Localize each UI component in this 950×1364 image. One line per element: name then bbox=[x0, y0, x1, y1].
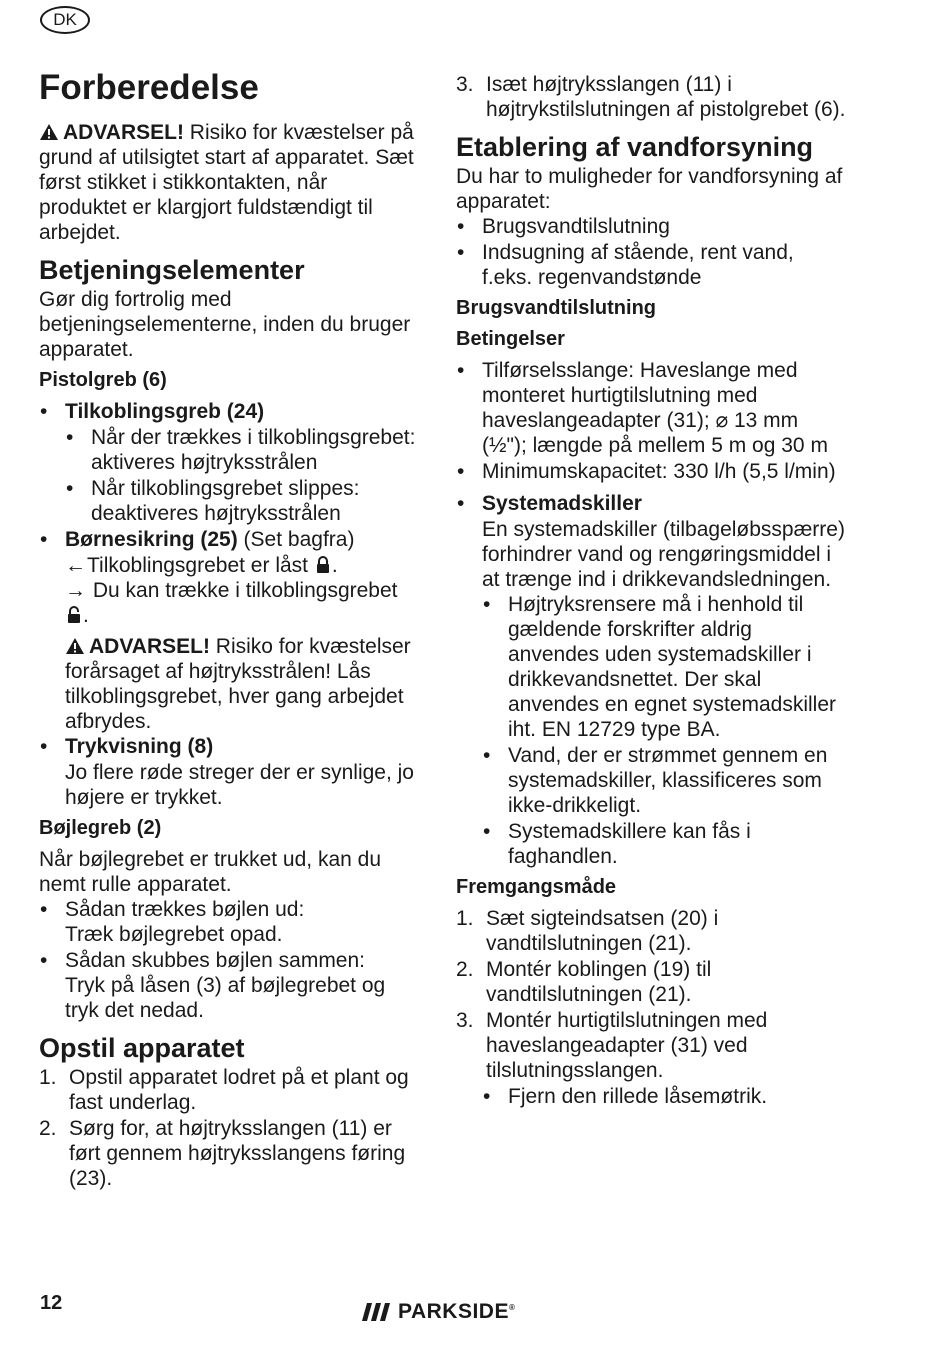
warning-text: Risiko for kvæstelser på grund af utilsigtet start af apparatet. Sæt først stikket i stikkontakten, når produktet er klargjort fuldstændigt til arbejdet. bbox=[39, 121, 414, 244]
water-intro: Du har to muligheder for vandforsyning af apparatet: bbox=[456, 165, 843, 213]
numbered-step bbox=[456, 1008, 846, 1083]
step-number: 1. bbox=[456, 907, 474, 930]
water-heading: Etablering af vandforsyning bbox=[456, 132, 814, 162]
page-title: Forberedelse bbox=[39, 68, 259, 107]
locked-text: Tilkoblingsgrebet er låst bbox=[87, 554, 308, 577]
list-item: • Fjern den rillede låsemøtrik. bbox=[482, 1084, 846, 1109]
step-text: Montér koblingen (19) til vandtilslutningen (21). bbox=[486, 958, 712, 1006]
numbered-step bbox=[456, 906, 846, 956]
pressure-label: Trykvisning (8) bbox=[65, 735, 214, 758]
childlock-suffix: (Set bagfra) bbox=[237, 528, 355, 551]
handle-item-title: Sådan skubbes bøjlen sammen: bbox=[65, 949, 365, 972]
pressure-text: Jo flere røde streger der er synlige, jo højere er trykket. bbox=[65, 761, 414, 809]
warning-label: ADVARSEL! bbox=[63, 121, 184, 144]
list-item-childlock bbox=[39, 527, 419, 552]
step-number: 3. bbox=[456, 1009, 474, 1032]
warning-triangle-icon bbox=[39, 123, 59, 141]
list-item bbox=[39, 897, 419, 947]
step-number: 2. bbox=[456, 958, 474, 981]
list-item bbox=[39, 948, 419, 1023]
warning-label: ADVARSEL! bbox=[89, 635, 210, 658]
warning-paragraph bbox=[39, 120, 419, 245]
step-text: Sørg for, at højtryksslangen (11) er ført gennem højtryksslangens føring (23). bbox=[69, 1117, 406, 1190]
brand-text: PARKSIDE bbox=[398, 1300, 509, 1323]
arrow-left-icon: ← bbox=[65, 554, 86, 577]
separator-label: Systemadskiller bbox=[482, 492, 642, 515]
list-item: • Brugsvandtilslutning bbox=[456, 214, 846, 239]
handle-item-text: Tryk på låsen (3) af bøjlegrebet og tryk det nedad. bbox=[65, 974, 386, 1022]
handle-item-text: Træk bøjlegrebet opad. bbox=[65, 923, 283, 946]
list-item: • Tilførselsslange: Haveslange med monteret hurtigtilslutning med haveslangeadapter (31); ⌀ 13 mm (½"); længde på mellem 5 m og 30 m bbox=[456, 358, 846, 458]
parkside-bars-icon bbox=[362, 1303, 392, 1321]
list-item: • Højtryksrensere må i henhold til gældende forskrifter aldrig anvendes uden systemadskiller i drikkevandsnettet. Der skal anvendes en egnet systemadskiller iht. EN 12729 type BA. bbox=[482, 592, 846, 742]
language-badge bbox=[40, 6, 90, 34]
procedure-heading: Fremgangsmåde bbox=[456, 876, 617, 898]
numbered-step bbox=[456, 957, 846, 1007]
pistol-grip-heading: Pistolgreb (6) bbox=[39, 369, 167, 391]
step-number: 2. bbox=[39, 1117, 57, 1140]
list-item: • Minimumskapacitet: 330 l/h (5,5 l/min) bbox=[456, 459, 846, 484]
conditions-heading: Betingelser bbox=[456, 328, 565, 350]
trigger-label: Tilkoblingsgreb (24) bbox=[65, 400, 265, 423]
handle-intro: Når bøjlegrebet er trukket ud, kan du nemt rulle apparatet. bbox=[39, 848, 382, 896]
step-text: Isæt højtryksslangen (11) i højtrykstilslutningen af pistolgrebet (6). bbox=[486, 73, 846, 121]
tap-water-heading: Brugsvandtilslutning bbox=[456, 297, 656, 319]
controls-heading: Betjeningselementer bbox=[39, 255, 305, 285]
list-item: • Systemadskillere kan fås i faghandlen. bbox=[482, 819, 846, 869]
list-item: • Når tilkoblingsgrebet slippes: deaktiveres højtryksstrålen bbox=[65, 476, 419, 526]
lock-open-icon bbox=[67, 606, 81, 624]
list-item: • Når der trækkes i tilkoblingsgrebet: aktiveres højtryksstrålen bbox=[65, 425, 419, 475]
step-number: 1. bbox=[39, 1066, 57, 1089]
list-item-separator bbox=[456, 491, 846, 516]
step-text: Sæt sigteindsatsen (20) i vandtilslutningen (21). bbox=[486, 907, 719, 955]
childlock-unlocked-line: → Du kan trække i tilkoblingsgrebet . bbox=[65, 579, 398, 627]
brand-name: PARKSIDE® bbox=[398, 1300, 516, 1323]
page-number: 12 bbox=[40, 1292, 63, 1314]
warning-text: Risiko for kvæstelser forårsaget af højtryksstrålen! Lås tilkoblingsgrebet, hver gang arbejdet afbrydes. bbox=[65, 635, 411, 733]
numbered-step bbox=[456, 72, 846, 122]
unlocked-text: Du kan trække i tilkoblingsgrebet bbox=[92, 579, 398, 602]
setup-heading: Opstil apparatet bbox=[39, 1033, 245, 1063]
step-text: Montér hurtigtilslutningen med haveslangeadapter (31) ved tilslutningsslangen. bbox=[486, 1009, 768, 1082]
left-column bbox=[39, 68, 419, 1192]
step-text: Opstil apparatet lodret på et plant og fast underlag. bbox=[69, 1066, 409, 1114]
list-item: • Vand, der er strømmet gennem en systemadskiller, klassificeres som ikke-drikkeligt. bbox=[482, 743, 846, 818]
childlock-warning bbox=[39, 634, 419, 734]
numbered-step bbox=[39, 1116, 419, 1191]
lock-closed-icon bbox=[316, 556, 330, 574]
right-column bbox=[456, 72, 846, 1110]
handle-heading: Bøjlegreb (2) bbox=[39, 817, 162, 839]
separator-text: En systemadskiller (tilbageløbsspærre) forhindrer vand og rengøringsmiddel i at trænge ind i drikkevandsledningen. bbox=[482, 518, 845, 591]
step-number: 3. bbox=[456, 73, 474, 96]
brand-logo bbox=[362, 1300, 515, 1324]
childlock-locked-line: ←Tilkoblingsgrebet er låst . bbox=[65, 554, 338, 577]
list-item: • Indsugning af stående, rent vand, f.eks. regenvandstønde bbox=[456, 240, 846, 290]
list-item-pressure bbox=[39, 734, 419, 759]
numbered-step bbox=[39, 1065, 419, 1115]
controls-intro: Gør dig fortrolig med betjeningselementerne, inden du bruger apparatet. bbox=[39, 288, 411, 361]
list-item-trigger bbox=[39, 399, 419, 424]
childlock-label: Børnesikring (25) bbox=[65, 528, 238, 551]
warning-triangle-icon bbox=[65, 637, 85, 655]
language-code: DK bbox=[53, 10, 77, 29]
arrow-right-icon: → bbox=[65, 579, 86, 602]
handle-item-title: Sådan trækkes bøjlen ud: bbox=[65, 898, 305, 921]
